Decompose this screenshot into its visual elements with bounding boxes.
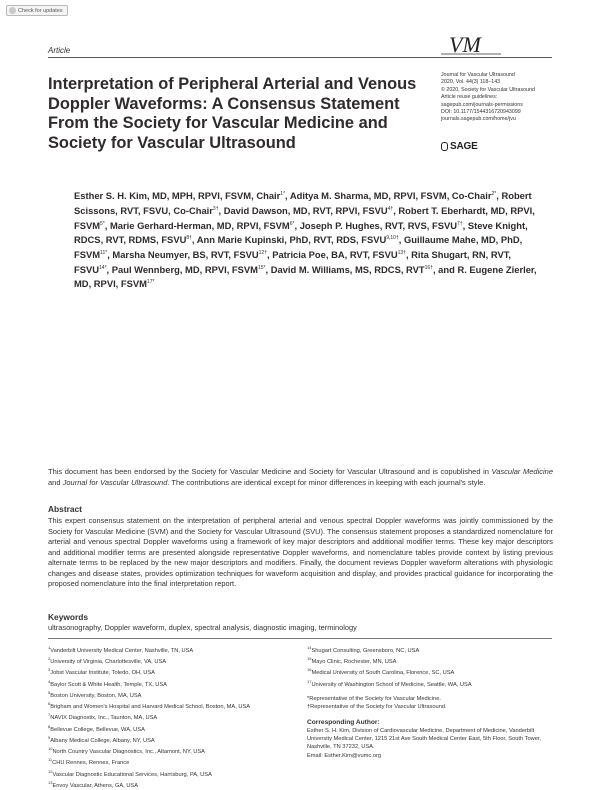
affiliations-right	[307, 644, 557, 689]
journal-logo-text: VM	[449, 32, 481, 57]
affiliation-item	[48, 678, 273, 689]
author-separator: , and	[432, 263, 458, 275]
author-entry	[224, 205, 399, 216]
publisher-name: SAGE	[450, 140, 478, 152]
doi[interactable]: DOI: 10.1177/1544316720943099	[441, 109, 521, 116]
affiliation-item	[48, 745, 273, 756]
author-list	[74, 188, 544, 291]
author-affiliation-mark: 2*	[491, 191, 497, 197]
affiliation-text: Baylor Scott & White Health, Temple, TX, USA	[50, 681, 167, 688]
affiliation-text: Mayo Clinic, Rochester, MN, USA	[311, 659, 397, 666]
affiliation-number: 11	[48, 757, 53, 763]
affiliation-number: 2	[48, 656, 51, 662]
author-affiliation-mark: 17*	[146, 279, 155, 286]
svu-representative-note: †Representative of the Society for Vascular Ultrasound.	[307, 704, 447, 711]
affiliation-item	[307, 655, 557, 666]
author-name: Esther S. H. Kim, MD, MPH, RPVI, FSVM, Chair	[74, 190, 281, 202]
author-separator: ,	[285, 190, 290, 202]
author-separator: ,	[462, 219, 468, 231]
affiliation-number: 12	[48, 768, 53, 774]
affiliation-number: 14	[307, 645, 312, 650]
author-entry	[112, 264, 271, 275]
corresponding-author-heading: Corresponding Author:	[307, 718, 380, 726]
author-separator: ,	[398, 234, 404, 246]
author-name: Joseph P. Hughes, RVT, RVS, FSVU	[299, 219, 458, 231]
author-entry	[197, 234, 404, 245]
author-affiliation-mark: 14*	[99, 264, 107, 271]
author-separator: ,	[405, 249, 412, 260]
affiliation-item	[48, 768, 273, 779]
author-affiliation-mark: 3†	[212, 205, 219, 212]
author-affiliation-mark: 9,10†	[386, 235, 399, 242]
affiliation-text: Jobst Vascular Institute, Toledo, OH, USA	[50, 670, 155, 677]
author-entry	[300, 220, 468, 231]
article-title: Interpretation of Peripheral Arterial and Venous Doppler Waveforms: A Consensus Statement From the Society for Vascular Medicine and Society for Vascular Ultrasound	[48, 75, 417, 152]
affiliation-text: Vascular Diagnostic Educational Services, Harrisburg, PA, USA	[52, 771, 212, 778]
affiliation-text: North Country Vascular Diagnostics, Inc., Altamont, NY, USA	[52, 749, 205, 755]
journal-volume: 2020, Vol. 44(3) 118–143	[441, 79, 501, 86]
endorsement-note: This document has been endorsed by the Society for Vascular Medicine and Society for Vascular Ultrasound and is copublished in Vascular Medicine and Journal for Vascular Ultrasound. The contributions are identical except for minor differences in keeping with each journal's style.	[48, 467, 554, 487]
affiliation-number: 8	[48, 723, 51, 729]
affiliation-item	[48, 644, 273, 655]
journal-logo	[441, 30, 501, 66]
author-separator: ,	[393, 204, 399, 216]
affiliation-text: Bellevue College, Bellevue, WA, USA	[50, 726, 145, 733]
affiliation-number: 3	[48, 667, 51, 673]
keywords-text: ultrasonography, Doppler waveform, duplex, spectral analysis, diagnostic imaging, terminology	[48, 623, 357, 632]
author-separator: ,	[496, 190, 502, 202]
author-entry	[290, 190, 502, 201]
copyright: © 2020, Society for Vascular Ultrasound	[441, 86, 535, 93]
affiliation-item	[48, 700, 273, 711]
author-name: Steve Knight, RDCS, RVT, RDMS, FSVU	[74, 219, 528, 246]
author-name: David M. Williams, MS, RDCS, RVT	[270, 263, 425, 275]
author-name: Patricia Poe, BA, RVT, FSVU	[272, 249, 398, 260]
permissions-link[interactable]: sagepub.com/journals-permissions	[441, 101, 523, 108]
footnote-divider	[48, 638, 552, 639]
affiliation-item	[307, 666, 557, 677]
affiliation-number: 13	[48, 779, 53, 785]
keywords-heading: Keywords	[48, 612, 89, 622]
author-separator: ,	[218, 204, 224, 216]
author-separator: ,	[265, 263, 271, 275]
author-affiliation-mark: 7†	[457, 220, 463, 227]
check-updates-label: Check for updates	[18, 7, 63, 14]
journal-meta	[441, 72, 571, 124]
svm-representative-note: *Representative of the Society for Vascular Medicine.	[307, 695, 441, 702]
reuse-guidelines-label: Article reuse guidelines:	[441, 94, 498, 101]
affiliation-item	[48, 666, 273, 677]
affiliation-item	[48, 711, 273, 722]
affiliation-text: Shugart Consulting, Greensboro, NC, USA	[311, 647, 420, 654]
author-affiliation-mark: 11*	[100, 249, 108, 256]
author-affiliation-mark: 5*	[100, 220, 105, 227]
affiliation-number: 7	[48, 712, 51, 718]
publisher-logo	[441, 139, 478, 153]
affiliation-item	[307, 678, 557, 689]
author-separator: ,	[266, 249, 273, 260]
affiliation-item	[48, 655, 273, 666]
affiliation-item	[307, 644, 557, 655]
affiliation-item	[48, 779, 273, 790]
affiliation-number: 6	[48, 701, 51, 707]
author-name: Ann Marie Kupinski, PhD, RVT, RDS, FSVU	[196, 234, 387, 246]
corresponding-author-email[interactable]: Email: Esther.Kim@vumc.org	[307, 752, 382, 759]
check-for-updates-badge[interactable]	[6, 5, 68, 16]
affiliation-item	[48, 734, 273, 745]
affiliation-number: 5	[48, 689, 51, 695]
affiliation-text: University of Virginia, Charlottesville, VA, USA	[50, 659, 167, 666]
affiliation-number: 4	[48, 678, 51, 684]
author-affiliation-mark: 12†	[258, 249, 267, 256]
author-name: Paul Wennberg, MD, RPVI, FSVM	[111, 263, 258, 275]
affiliation-number: 17	[307, 678, 312, 684]
author-separator: ,	[107, 249, 113, 260]
article-type-label: Article	[48, 46, 71, 55]
journal-name: Journal for Vascular Ultrasound	[441, 72, 515, 78]
affiliation-number: 1	[48, 645, 51, 650]
author-affiliation-mark: 6*	[289, 220, 295, 227]
author-separator: ,	[191, 234, 197, 246]
author-affiliation-mark: 13†	[397, 249, 406, 256]
affiliation-text: Envoy Vascular, Athens, GA, USA	[52, 782, 139, 789]
affiliation-text: Vanderbilt University Medical Center, Nashville, TN, USA	[50, 647, 194, 654]
author-entry	[110, 220, 300, 231]
affiliation-item	[48, 756, 273, 767]
affiliation-text: Medical University of South Carolina, Florence, SC, USA	[311, 670, 455, 677]
author-name: Robert Scissons, RVT, FSVU, Co-Chair	[74, 190, 532, 216]
author-name: Robert T. Eberhardt, MD, RPVI, FSVM	[74, 204, 535, 231]
affiliation-text: NAVIX Diagnostix, Inc., Taunton, MA, USA	[50, 715, 158, 722]
journal-home-link[interactable]: journals.sagepub.com/home/jvu	[441, 116, 516, 123]
author-name: Marie Gerhard-Herman, MD, RPVI, FSVM	[110, 219, 290, 231]
author-name: Rita Shugart, RN, RVT, FSVU	[74, 249, 511, 275]
author-entry	[74, 190, 290, 201]
author-entry	[112, 249, 272, 260]
affiliation-number: 10	[48, 746, 53, 752]
author-name: David Dawson, MD, RVT, RPVI, FSVU	[223, 204, 388, 216]
affiliations-right-column	[307, 644, 557, 760]
check-updates-icon	[9, 7, 16, 14]
author-affiliation-mark: 8†	[186, 235, 192, 242]
affiliation-text: CHU Rennes, Rennes, France	[52, 760, 130, 767]
affiliation-text: Boston University, Boston, MA, USA	[50, 692, 142, 699]
sage-icon	[441, 142, 448, 151]
author-affiliation-mark: 15*	[257, 264, 266, 271]
author-name: Guillaume Mahe, MD, PhD, FSVM	[74, 234, 523, 260]
author-affiliation-mark: 1*	[280, 191, 286, 197]
affiliation-number: 16	[307, 667, 312, 673]
abstract-heading: Abstract	[48, 504, 82, 514]
abstract-text: This expert consensus statement on the interpretation of peripheral arterial and venous spectral Doppler waveforms was jointly commissioned by the Society for Vascular Medicine (SVM) and the Society for Vascular Ultrasound (SVU). The consensus statement proposes a standardized nomenclature for arterial and venous spectral Doppler waveforms using a framework of key major descriptors and additional modifier terms. These key major descriptors and additional modifier terms are presented alongside representative Doppler waveforms, and nomenclature tables provide context by listing previous alternate terms to be replaced by the new major descriptors and modifiers. Finally, the document reviews Doppler waveform alterations with physiologic changes and disease states, provides optimization techniques for waveform acquisition and display, and provides practical guidance for incorporating the proposed nomenclature into the final interpretation report.	[48, 516, 553, 588]
affiliations-left	[48, 644, 273, 790]
affiliation-text: University of Washington School of Medicine, Seattle, WA, USA	[311, 681, 472, 688]
affiliation-number: 15	[307, 656, 312, 662]
author-name: Marsha Neumyer, BS, RVT, FSVU	[112, 249, 259, 260]
author-name: R. Eugene Zierler, MD, RPVI, FSVM	[74, 263, 537, 290]
author-name: Aditya M. Sharma, MD, RPVI, FSVM, Co-Chair	[289, 190, 492, 202]
author-entry	[272, 249, 411, 260]
affiliation-number: 9	[48, 734, 51, 740]
corresponding-author-address: Esther S. H. Kim, Division of Cardiovascular Medicine, Department of Medicine, Vanderbilt University Medical Center, 1215 21st Ave South Medical Center East, 5th Floor, South Tower, Nashville, TN 37232, USA.	[307, 727, 542, 751]
affiliation-item	[48, 689, 273, 700]
author-separator: ,	[294, 219, 300, 231]
author-affiliation-mark: 16†	[424, 264, 433, 271]
affiliation-item	[48, 723, 273, 734]
affiliation-text: Albany Medical College, Albany, NY, USA	[50, 737, 155, 744]
affiliation-text: Brigham and Women's Hospital and Harvard Medical School, Boston, MA, USA	[50, 704, 251, 711]
author-entry	[271, 264, 458, 275]
author-separator: ,	[104, 219, 110, 231]
author-affiliation-mark: 4†	[387, 205, 394, 212]
author-separator: ,	[106, 263, 112, 275]
